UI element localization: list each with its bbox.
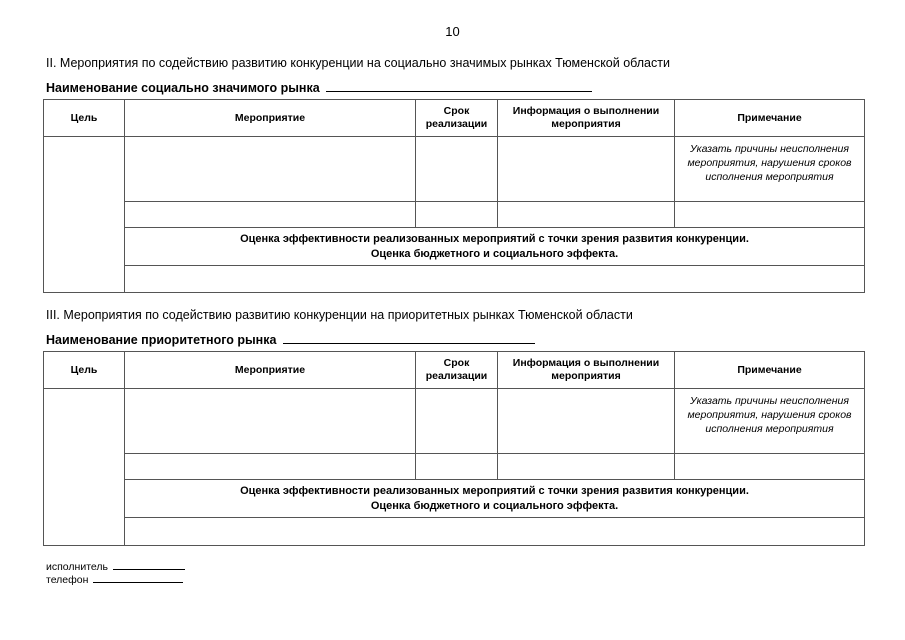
section-2-market-line	[46, 79, 592, 95]
execution-info-cell[interactable]	[498, 202, 675, 228]
section-2-market-label: Наименование социально значимого рынка	[46, 81, 320, 95]
column-header-goal: Цель	[44, 100, 125, 137]
evaluation-entry-cell[interactable]	[125, 518, 865, 546]
section-3-market-blank[interactable]	[283, 331, 535, 344]
executor-blank[interactable]	[113, 559, 185, 570]
note-cell[interactable]	[675, 202, 865, 228]
column-header-execution-info: Информация о выполнении мероприятия	[498, 352, 675, 389]
measure-cell[interactable]	[125, 137, 416, 202]
table-row	[44, 202, 865, 228]
executor-label: исполнитель	[46, 561, 108, 573]
evaluation-line-1: Оценка эффективности реализованных мероприятий с точки зрения развития конкуренции.	[240, 232, 749, 245]
column-header-note: Примечание	[675, 100, 865, 137]
column-header-term: Срок реализации	[416, 352, 498, 389]
section-2-market-blank[interactable]	[326, 79, 592, 92]
column-header-note: Примечание	[675, 352, 865, 389]
evaluation-line-2: Оценка бюджетного и социального эффекта.	[370, 247, 619, 260]
table-row	[44, 137, 865, 202]
executor-line	[46, 559, 185, 573]
section-3-heading: III. Мероприятия по содействию развитию конкуренции на приоритетных рынках Тюменской области	[46, 308, 633, 322]
section-2-table	[43, 99, 865, 293]
column-header-execution-info: Информация о выполнении мероприятия	[498, 100, 675, 137]
note-cell: Указать причины неисполнения мероприятия, нарушения сроков исполнения мероприятия	[675, 137, 865, 202]
term-cell[interactable]	[416, 389, 498, 454]
measure-cell[interactable]	[125, 202, 416, 228]
page-number: 10	[445, 24, 460, 39]
evaluation-entry-row	[44, 266, 865, 293]
note-cell[interactable]	[675, 454, 865, 480]
column-header-term: Срок реализации	[416, 100, 498, 137]
evaluation-entry-row	[44, 518, 865, 546]
term-cell[interactable]	[416, 137, 498, 202]
table-row	[44, 389, 865, 454]
section-3-market-label: Наименование приоритетного рынка	[46, 333, 277, 347]
goal-cell[interactable]	[44, 137, 125, 293]
column-header-measure: Мероприятие	[125, 352, 416, 389]
column-header-measure: Мероприятие	[125, 100, 416, 137]
phone-line	[46, 572, 183, 586]
measure-cell[interactable]	[125, 454, 416, 480]
measure-cell[interactable]	[125, 389, 416, 454]
execution-info-cell[interactable]	[498, 389, 675, 454]
section-2-heading: II. Мероприятия по содействию развитию конкуренции на социально значимых рынках Тюменской области	[46, 56, 670, 70]
evaluation-heading	[125, 228, 865, 266]
table-header-row	[44, 100, 865, 137]
execution-info-cell[interactable]	[498, 454, 675, 480]
goal-cell[interactable]	[44, 389, 125, 546]
note-cell: Указать причины неисполнения мероприятия, нарушения сроков исполнения мероприятия	[675, 389, 865, 454]
column-header-goal: Цель	[44, 352, 125, 389]
phone-blank[interactable]	[93, 572, 183, 583]
evaluation-line-2: Оценка бюджетного и социального эффекта.	[370, 499, 619, 512]
evaluation-entry-cell[interactable]	[125, 266, 865, 293]
section-3-market-line	[46, 331, 535, 347]
execution-info-cell[interactable]	[498, 137, 675, 202]
evaluation-row	[44, 228, 865, 266]
table-row	[44, 454, 865, 480]
evaluation-row	[44, 480, 865, 518]
phone-label: телефон	[46, 574, 89, 586]
term-cell[interactable]	[416, 202, 498, 228]
evaluation-heading	[125, 480, 865, 518]
evaluation-line-1: Оценка эффективности реализованных мероприятий с точки зрения развития конкуренции.	[240, 484, 749, 497]
section-3-table	[43, 351, 865, 546]
table-header-row	[44, 352, 865, 389]
term-cell[interactable]	[416, 454, 498, 480]
